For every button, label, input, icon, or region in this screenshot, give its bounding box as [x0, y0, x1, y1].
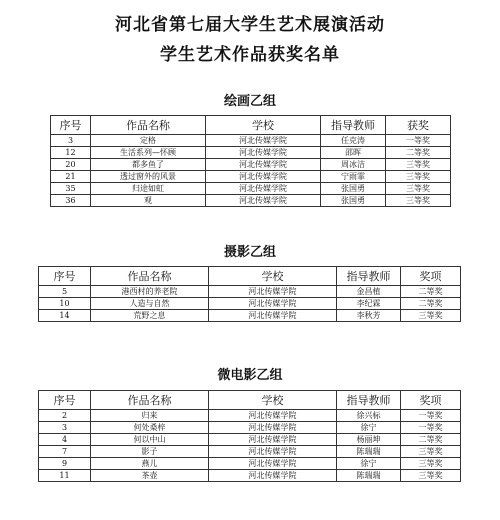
table-cell: 茶壶: [91, 470, 209, 482]
table-row: [51, 171, 451, 183]
table-cell: 张国勇: [321, 195, 386, 207]
table-row: [51, 147, 451, 159]
table-row: [39, 310, 461, 322]
table-cell: 三等奖: [401, 446, 461, 458]
table-cell: 河北传媒学院: [209, 298, 337, 310]
table-cell: 都多鱼了: [91, 159, 206, 171]
table-cell: 邵晖: [321, 147, 386, 159]
table-cell: 归来: [91, 410, 209, 422]
table-cell: 河北传媒学院: [209, 422, 337, 434]
film-table: [38, 390, 461, 482]
table-cell: 生活系列—怀顾: [91, 147, 206, 159]
table-cell: 5: [39, 286, 91, 298]
table-cell: 三等奖: [401, 470, 461, 482]
column-header: 学校: [209, 391, 337, 410]
column-header: 序号: [51, 116, 91, 135]
table-cell: 人造与自然: [91, 298, 209, 310]
table-cell: 2: [39, 410, 91, 422]
table-cell: 一等奖: [386, 135, 451, 147]
table-cell: 12: [51, 147, 91, 159]
table-cell: 河北传媒学院: [206, 171, 321, 183]
column-header: 作品名称: [91, 116, 206, 135]
table-cell: 二等奖: [386, 147, 451, 159]
column-header: 获奖: [386, 116, 451, 135]
table-cell: 7: [39, 446, 91, 458]
table-cell: 三等奖: [386, 183, 451, 195]
table-cell: 36: [51, 195, 91, 207]
table-cell: 李纪霖: [337, 298, 401, 310]
table-cell: 透过窗外的风景: [91, 171, 206, 183]
table-cell: 徐宁: [337, 422, 401, 434]
table-header-row: [39, 267, 461, 286]
table-cell: 港西村的养老院: [91, 286, 209, 298]
table-cell: 燕儿: [91, 458, 209, 470]
column-header: 作品名称: [91, 267, 209, 286]
table-cell: 一等奖: [401, 422, 461, 434]
table-cell: 河北传媒学院: [209, 410, 337, 422]
table-cell: 河北传媒学院: [206, 195, 321, 207]
table-cell: 河北传媒学院: [209, 434, 337, 446]
table-cell: 三等奖: [401, 458, 461, 470]
column-header: 序号: [39, 267, 91, 286]
table-cell: 观: [91, 195, 206, 207]
column-header: 指导教师: [321, 116, 386, 135]
table-row: [39, 458, 461, 470]
table-cell: 3: [39, 422, 91, 434]
table-cell: 三等奖: [401, 310, 461, 322]
section-title-painting: 绘画乙组: [223, 94, 276, 109]
table-cell: 杨丽坤: [337, 434, 401, 446]
table-cell: 荒野之息: [91, 310, 209, 322]
page-subtitle: 学生艺术作品获奖名单: [160, 45, 340, 65]
table-cell: 二等奖: [401, 298, 461, 310]
table-cell: 宁雨霏: [321, 171, 386, 183]
column-header: 指导教师: [337, 391, 401, 410]
table-cell: 三等奖: [386, 195, 451, 207]
table-row: [39, 470, 461, 482]
table-header-row: [51, 116, 451, 135]
table-cell: 金昌植: [337, 286, 401, 298]
table-cell: 陈瑞瑞: [337, 446, 401, 458]
table-cell: 河北传媒学院: [209, 470, 337, 482]
painting-table: [50, 115, 451, 207]
table-row: [51, 135, 451, 147]
column-header: 序号: [39, 391, 91, 410]
table-cell: 河北传媒学院: [209, 286, 337, 298]
table-row: [51, 159, 451, 171]
table-cell: 三等奖: [386, 159, 451, 171]
table-cell: 9: [39, 458, 91, 470]
table-cell: 徐宁: [337, 458, 401, 470]
table-row: [39, 410, 461, 422]
table-cell: 张国勇: [321, 183, 386, 195]
table-cell: 二等奖: [401, 434, 461, 446]
table-cell: 李秋芳: [337, 310, 401, 322]
column-header: 奖项: [401, 267, 461, 286]
table-cell: 河北传媒学院: [206, 135, 321, 147]
table-cell: 河北传媒学院: [209, 446, 337, 458]
table-cell: 21: [51, 171, 91, 183]
table-cell: 35: [51, 183, 91, 195]
table-row: [51, 183, 451, 195]
table-cell: 何处桑梓: [91, 422, 209, 434]
table-row: [39, 422, 461, 434]
column-header: 学校: [209, 267, 337, 286]
table-cell: 河北传媒学院: [209, 458, 337, 470]
photo-table: [38, 266, 461, 322]
table-cell: 一等奖: [401, 410, 461, 422]
table-cell: 陈瑞瑞: [337, 470, 401, 482]
table-row: [39, 446, 461, 458]
table-cell: 周冰洁: [321, 159, 386, 171]
column-header: 指导教师: [337, 267, 401, 286]
table-cell: 4: [39, 434, 91, 446]
table-row: [51, 195, 451, 207]
table-header-row: [39, 391, 461, 410]
table-cell: 二等奖: [401, 286, 461, 298]
table-cell: 10: [39, 298, 91, 310]
section-title-film: 微电影乙组: [217, 368, 283, 383]
table-cell: 归途如虹: [91, 183, 206, 195]
table-cell: 20: [51, 159, 91, 171]
table-row: [39, 298, 461, 310]
table-cell: 3: [51, 135, 91, 147]
table-row: [39, 434, 461, 446]
table-cell: 任克涛: [321, 135, 386, 147]
table-cell: 14: [39, 310, 91, 322]
table-cell: 11: [39, 470, 91, 482]
table-cell: 三等奖: [386, 171, 451, 183]
table-cell: 定格: [91, 135, 206, 147]
column-header: 奖项: [401, 391, 461, 410]
table-cell: 河北传媒学院: [206, 183, 321, 195]
table-cell: 河北传媒学院: [206, 159, 321, 171]
page-title: 河北省第七届大学生艺术展演活动: [115, 15, 385, 35]
column-header: 学校: [206, 116, 321, 135]
table-row: [39, 286, 461, 298]
section-title-photo: 摄影乙组: [223, 245, 276, 260]
table-cell: 徐兴标: [337, 410, 401, 422]
table-cell: 河北传媒学院: [206, 147, 321, 159]
column-header: 作品名称: [91, 391, 209, 410]
table-cell: 河北传媒学院: [209, 310, 337, 322]
table-cell: 影子: [91, 446, 209, 458]
table-cell: 何以中山: [91, 434, 209, 446]
